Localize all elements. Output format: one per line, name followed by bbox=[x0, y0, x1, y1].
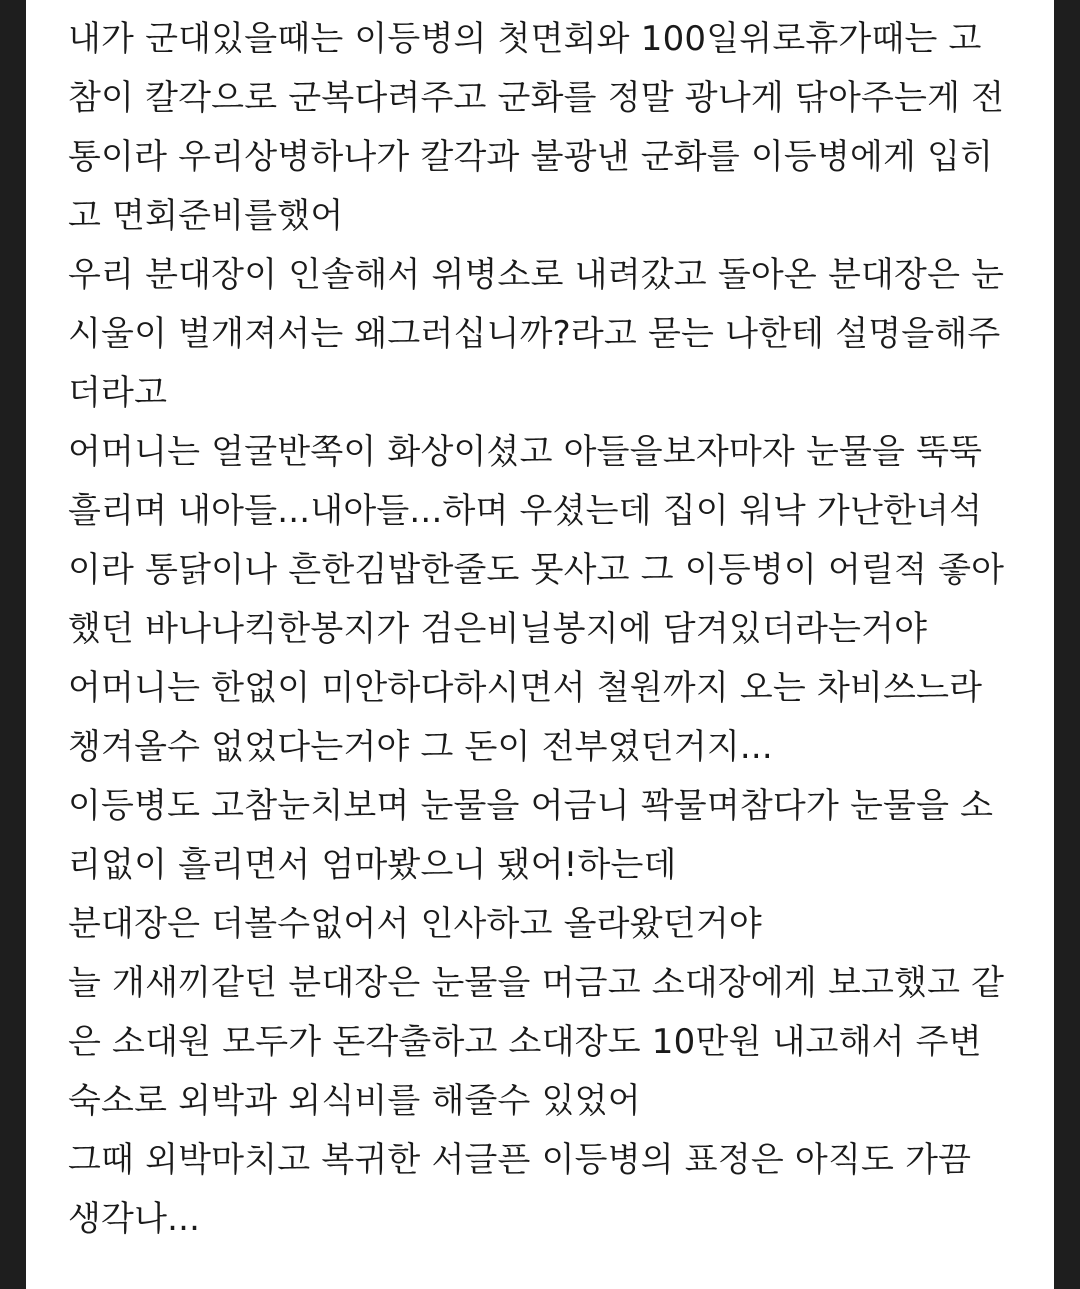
post-text-line: 시울이 벌개져서는 왜그러십니까?라고 묻는 나한테 설명을해주 bbox=[68, 314, 1001, 354]
post-text-line: 숙소로 외박과 외식비를 해줄수 있었어 bbox=[68, 1081, 641, 1121]
post-text-line: 내가 군대있을때는 이등병의 첫면회와 100일위로휴가때는 고 bbox=[68, 19, 982, 59]
post-text-line: 어머니는 한없이 미안하다하시면서 철원까지 오는 차비쓰느라 bbox=[68, 668, 983, 708]
post-body-text bbox=[68, 10, 1028, 1249]
post-text-line: 어머니는 얼굴반쪽이 화상이셨고 아들을보자마자 눈물을 뚝뚝 bbox=[68, 432, 983, 472]
post-text-line: 했던 바나나킥한봉지가 검은비닐봉지에 담겨있더라는거야 bbox=[68, 609, 928, 649]
post-page bbox=[26, 0, 1054, 1289]
post-text-line: 챙겨올수 없었다는거야 그 돈이 전부였던거지... bbox=[68, 727, 773, 767]
post-text-line: 생각나... bbox=[68, 1199, 201, 1239]
post-text-line: 리없이 흘리면서 엄마봤으니 됐어!하는데 bbox=[68, 845, 677, 885]
post-text-line: 은 소대원 모두가 돈각출하고 소대장도 10만원 내고해서 주변 bbox=[68, 1022, 982, 1062]
post-text-line: 더라고 bbox=[68, 373, 168, 413]
post-text-line: 그때 외박마치고 복귀한 서글픈 이등병의 표정은 아직도 가끔 bbox=[68, 1140, 972, 1180]
post-text-line: 늘 개새끼같던 분대장은 눈물을 머금고 소대장에게 보고했고 같 bbox=[68, 963, 1005, 1003]
post-text-line: 고 면회준비를했어 bbox=[68, 196, 344, 236]
post-text-line: 분대장은 더볼수없어서 인사하고 올라왔던거야 bbox=[68, 904, 762, 944]
post-text-line: 이라 통닭이나 흔한김밥한줄도 못사고 그 이등병이 어릴적 좋아 bbox=[68, 550, 1005, 590]
post-text-line: 흘리며 내아들...내아들...하며 우셨는데 집이 워낙 가난한녀석 bbox=[68, 491, 983, 531]
post-text-line: 참이 칼각으로 군복다려주고 군화를 정말 광나게 닦아주는게 전 bbox=[68, 78, 1005, 118]
post-text-line: 통이라 우리상병하나가 칼각과 불광낸 군화를 이등병에게 입히 bbox=[68, 137, 994, 177]
post-text-line: 우리 분대장이 인솔해서 위병소로 내려갔고 돌아온 분대장은 눈 bbox=[68, 255, 1005, 295]
post-text-line: 이등병도 고참눈치보며 눈물을 어금니 꽉물며참다가 눈물을 소 bbox=[68, 786, 994, 826]
